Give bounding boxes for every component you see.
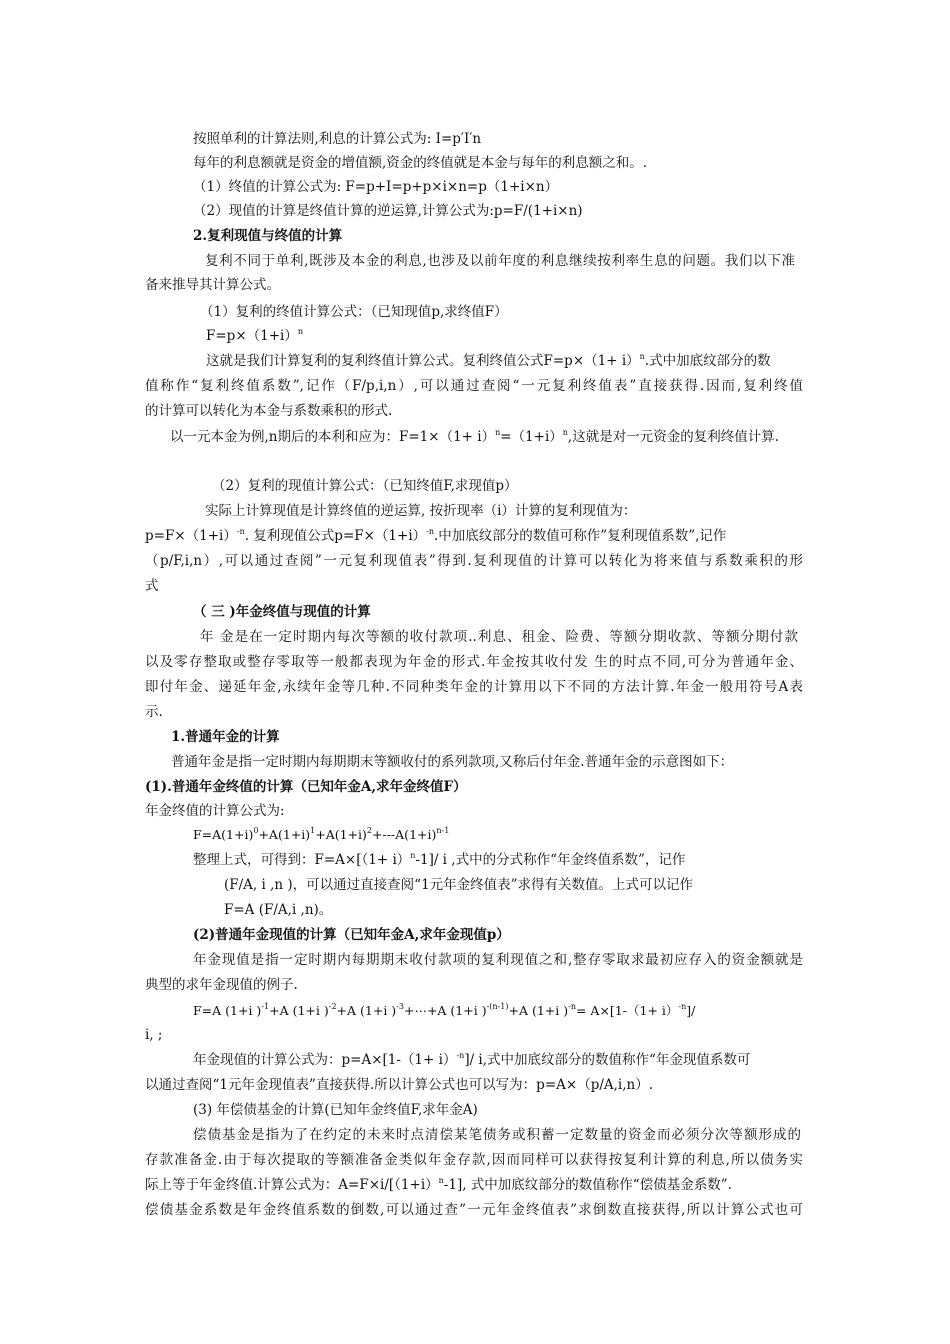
text-line: 年金现值是指一定时期内每期期末收付款项的复利现值之和,整存零取求最初应存入的资金额就是: [193, 952, 803, 968]
superscript: -(n-1): [486, 1002, 509, 1011]
text-line: 以通过查阅“1元年金现值表”直接获得.所以计算公式也可以写为：p=A×（p/A,i,n）.: [145, 1077, 654, 1093]
text-line: （2）复利的现值计算公式：（已知终值F,求现值p）: [212, 478, 518, 494]
formula-text: +A (1+i ): [269, 1003, 329, 1018]
text-line: 典型的求年金现值的例子.: [145, 977, 298, 993]
text-segment: -1], 式中加底纹部分的数值称作“偿债基金系数”.: [443, 1177, 732, 1193]
text-line: 按照单利的计算法则,利息的计算公式为: I=p′I′n: [193, 131, 482, 147]
formula-text: +A(1+i): [315, 827, 367, 842]
section-heading: 2.复利现值与终值的计算: [193, 228, 343, 244]
text-line: （1）终值的计算公式为: F=p+I=p+p×i×n=p（1+i×n）: [193, 179, 559, 195]
text-line: [170, 427, 779, 447]
superscript: n: [562, 428, 568, 437]
superscript: n: [438, 1176, 444, 1185]
text-segment: 年金现值的计算公式为：p=A×[1-（1+ i）: [193, 1052, 457, 1068]
text-segment: -1]/ i ,式中的分式称作“年金终值系数”，记作: [415, 852, 686, 868]
formula-line: [206, 326, 303, 346]
formula-text: +---A(1+i): [372, 827, 437, 842]
formula-text: +A(1+i): [258, 827, 311, 842]
text-line: 实际上计算现值是计算终值的逆运算, 按折现率（i）计算的复利现值为：: [205, 503, 637, 519]
superscript: -1: [261, 1002, 270, 1011]
superscript: -n: [568, 1002, 576, 1011]
superscript: n: [495, 428, 501, 437]
text-line: 年 金是在一定时期内每次等额的收付款项..利息、租金、险费、等额分期收款、等额分期付款: [200, 629, 798, 645]
section-heading: 1.普通年金的计算: [171, 729, 280, 745]
text-line: （p/F,i,n）,可以通过查阅”一元复利现值表”得到.复利现值的计算可以转化为将来值与系数乘积的形: [145, 553, 803, 569]
superscript: n: [297, 327, 304, 336]
superscript: n: [639, 352, 645, 361]
formula-text: ]/: [686, 1003, 696, 1018]
text-segment: =（1+i）: [500, 429, 563, 445]
text-line: （2）现值的计算是终值计算的逆运算,计算公式为:p=F/(1+i×n): [193, 203, 583, 219]
text-line: F=A (F/A,i ,n)。: [224, 902, 333, 918]
text-line: 普通年金是指一定时期内每期期末等额收付的系列款项,又称后付年金.普通年金的示意图如下：: [171, 754, 734, 770]
text-line: [193, 850, 685, 870]
section-heading: (1).普通年金终值的计算（已知年金A,求年金终值F）: [145, 779, 467, 795]
superscript: n-1: [436, 826, 450, 835]
text-line: 年金终值的计算公式为:: [145, 803, 285, 819]
formula-text: F=p×（1+i）: [206, 328, 298, 344]
text-line: [206, 351, 771, 371]
text-line: 备来推导其计算公式。: [145, 277, 280, 293]
text-line: [193, 1050, 750, 1070]
text-segment: p=F×（1+i）: [145, 528, 237, 544]
formula-text: F=A(1+i): [193, 827, 254, 842]
formula-text: F=A (1+i ): [193, 1003, 262, 1018]
superscript: -n: [236, 527, 245, 536]
text-segment: 际上等于年金终值.计算公式为：A=F×i/[（1+i）: [145, 1177, 439, 1193]
text-segment: .中加底纹部分的数值可称作”复利现值系数”,记作: [434, 528, 727, 544]
text-line: 每年的利息额就是资金的增值额,资金的终值就是本金与每年的利息额之和。.: [193, 155, 648, 171]
text-line: 复利不同于单利,既涉及本金的利息,也涉及以前年度的利息继续按利率生息的问题。我们以下准: [205, 253, 795, 269]
text-line: 示.: [145, 704, 163, 720]
superscript: -n: [426, 527, 435, 536]
superscript: -3: [396, 1002, 404, 1011]
superscript: -2: [328, 1002, 337, 1011]
text-line: 值称作“复利终值系数”,记作（F/p,i,n）,可以通过查阅“一元复利终值表”直接获得.因而,复利终值: [145, 378, 803, 394]
section-heading: (2)普通年金现值的计算（已知年金A,求年金现值p）: [193, 927, 510, 943]
formula-line: [193, 1001, 695, 1021]
text-line: (F/A, i ,n )，可以通过直接查阅“1元年金终值表”求得有关数值。上式可以记作: [224, 877, 694, 893]
formula-text: +A (1+i ): [336, 1003, 397, 1018]
superscript: 2: [366, 826, 373, 835]
formula-text: +⋯+A (1+i ): [403, 1003, 487, 1018]
text-segment: 整理上式，可得到：F=A×[（1+ i）: [193, 852, 411, 868]
text-line: i, ;: [145, 1027, 163, 1043]
text-line: 式: [145, 578, 159, 594]
superscript: 0: [253, 826, 259, 835]
text-line: (3) 年偿债基金的计算(已知年金终值F,求年金A): [193, 1102, 478, 1118]
text-line: 即付年金、递延年金,永续年金等几种.不同种类年金的计算用以下不同的方法计算.年金一般用符号A表: [145, 679, 803, 695]
text-line: [145, 526, 726, 546]
superscript: -n: [456, 1051, 465, 1060]
superscript: 1: [310, 826, 316, 835]
formula-text: +A (1+i ): [508, 1003, 569, 1018]
text-segment: . 复利现值公式p=F×（1+i）: [244, 528, 427, 544]
text-segment: 以一元本金为例,n期后的本利和应为：F=1×（1+ i）: [170, 429, 496, 445]
text-line: [145, 1175, 732, 1195]
formula-line: [193, 825, 449, 845]
formula-text: = A×[1-（1+ i）: [575, 1003, 679, 1018]
text-line: 存款准备金.由于每次提取的等额准备金类似年金存款,因而同样可以获得按复利计算的利息,所以债务实: [145, 1152, 803, 1168]
superscript: n: [410, 851, 416, 860]
text-segment: .式中加底纹部分的数: [644, 353, 771, 369]
section-heading: （ 三 )年金终值与现值的计算: [193, 604, 371, 620]
text-segment: ,这就是对一元资金的复利终值计算.: [567, 429, 780, 445]
text-line: 偿债基金是指为了在约定的未来时点清偿某笔债务或积蓄一定数量的资金而必须分次等额形成的: [193, 1127, 801, 1143]
text-line: 偿债基金系数是年金终值系数的倒数,可以通过查”一元年金终值表”求倒数直接获得,所以计算公式也可: [145, 1202, 803, 1218]
superscript: -n: [678, 1002, 687, 1011]
text-segment: 这就是我们计算复利的复利终值计算公式。复利终值公式F=p×（1+ i）: [206, 353, 640, 369]
text-segment: ]/ i,式中加底纹部分的数值称作“年金现值系数可: [464, 1052, 751, 1068]
text-line: （1）复利的终值计算公式：（已知现值p,求终值F）: [200, 304, 508, 320]
text-line: 的计算可以转化为本金与系数乘积的形式.: [145, 403, 393, 419]
text-line: 以及零存整取或整存零取等一般都表现为年金的形式.年金按其收付发 生的时点不同,可分为普通年金、: [145, 654, 803, 670]
